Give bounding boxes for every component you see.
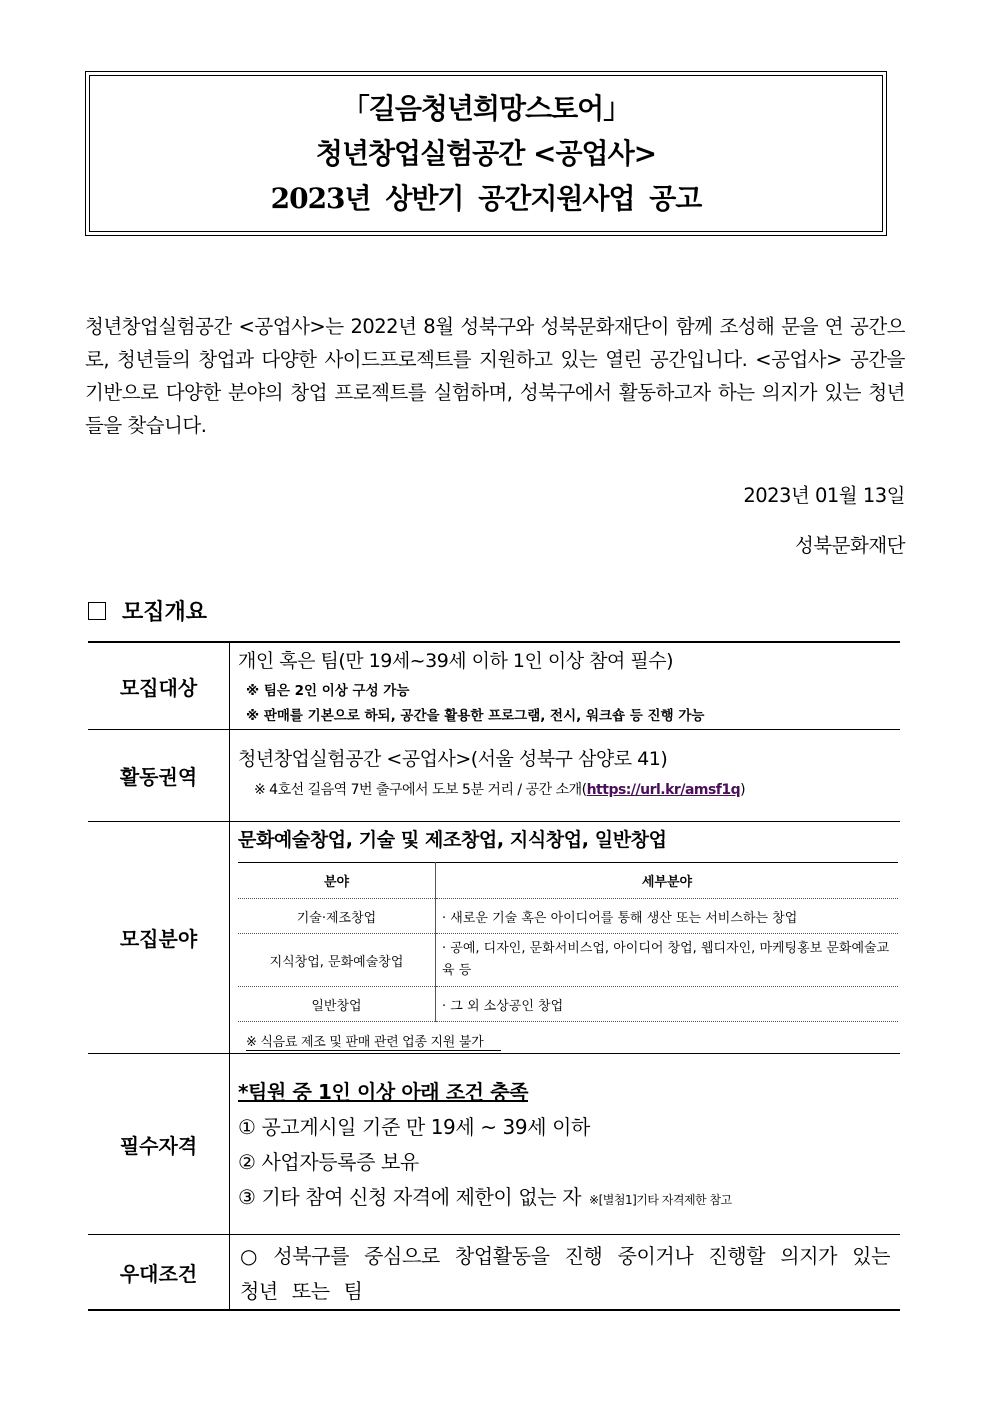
header-area: 활동권역	[88, 730, 230, 822]
subtable-header-row	[238, 863, 898, 899]
subtable-header-detail: 세부분야	[436, 863, 899, 899]
title-box	[85, 71, 887, 236]
subtable-category: 기술·제조창업	[238, 899, 436, 934]
section-heading-text: 모집개요	[122, 600, 208, 625]
area-note-end: )	[740, 782, 746, 798]
row-requirement	[88, 1054, 900, 1235]
title-inner-frame	[89, 75, 883, 232]
overview-table	[88, 641, 900, 1311]
row-preference	[88, 1235, 900, 1311]
requirement-item-1: ① 공고게시일 기준 만 19세 ~ 39세 이하	[238, 1115, 590, 1139]
cell-requirement	[230, 1054, 901, 1235]
subtable-detail: · 공예, 디자인, 문화서비스업, 아이디어 창업, 웹디자인, 마케팅홍보 문화예술교육 등	[436, 934, 899, 987]
requirement-item-3-ref: ※[별첨1]기타 자격제한 참고	[589, 1193, 732, 1207]
section-heading	[88, 595, 207, 626]
cell-area	[230, 730, 901, 822]
subtable-row	[238, 899, 898, 934]
space-intro-link[interactable]: https://url.kr/amsf1q	[586, 782, 741, 798]
cell-preference	[230, 1235, 901, 1311]
area-note	[254, 779, 900, 799]
field-footnote: ※ 식음료 제조 및 판매 관련 업종 지원 불가	[246, 1031, 501, 1051]
area-main: 청년창업실험공간 <공업사>(서울 성북구 삼양로 41)	[238, 748, 668, 770]
requirement-title: *팀원 중 1인 이상 아래 조건 충족	[238, 1080, 528, 1104]
title-line-2: 청년창업실험공간 <공업사>	[315, 137, 657, 170]
subtable-detail: · 그 외 소상공인 창업	[436, 987, 899, 1022]
title-line-1: 「길음청년희망스토어」	[341, 92, 631, 125]
header-requirement: 필수자격	[88, 1054, 230, 1235]
subtable-row	[238, 987, 898, 1022]
preference-text: ○ 성북구를 중심으로 창업활동을 진행 중이거나 진행할 의지가 있는 청년 또는 팀	[240, 1244, 890, 1303]
requirement-item-3-text: ③ 기타 참여 신청 자격에 제한이 없는 자	[238, 1185, 582, 1209]
title-line-3: 2023년 상반기 공간지원사업 공고	[270, 182, 702, 215]
header-field: 모집분야	[88, 822, 230, 1054]
subtable-detail: · 새로운 기술 혹은 아이디어를 통해 생산 또는 서비스하는 창업	[436, 899, 899, 934]
row-area	[88, 730, 900, 822]
target-main: 개인 혹은 팀(만 19세~39세 이하 1인 이상 참여 필수)	[238, 650, 674, 672]
target-note-2: ※ 판매를 기본으로 하되, 공간을 활용한 프로그램, 전시, 워크숍 등 진행 가능	[246, 708, 705, 724]
subtable-category: 지식창업, 문화예술창업	[238, 934, 436, 987]
area-note-text: ※ 4호선 길음역 7번 출구에서 도보 5분 거리 / 공간 소개(	[254, 782, 587, 798]
field-title: 문화예술창업, 기술 및 제조창업, 지식창업, 일반창업	[238, 829, 667, 851]
target-note-1: ※ 팀은 2인 이상 구성 가능	[246, 683, 410, 699]
field-subtable	[238, 862, 898, 1022]
cell-field	[230, 822, 901, 1054]
subtable-category: 일반창업	[238, 987, 436, 1022]
header-target: 모집대상	[88, 642, 230, 730]
requirement-item-2: ② 사업자등록증 보유	[238, 1150, 419, 1174]
requirement-item-3	[238, 1181, 900, 1210]
announcement-date: 2023년 01월 13일	[743, 484, 905, 507]
row-field	[88, 822, 900, 1054]
organization-name: 성북문화재단	[794, 534, 905, 557]
subtable-header-category: 분야	[238, 863, 436, 899]
cell-target	[230, 642, 901, 730]
subtable-row	[238, 934, 898, 987]
intro-paragraph: 청년창업실험공간 <공업사>는 2022년 8월 성북구와 성북문화재단이 함께 조성해 문을 연 공간으로, 청년들의 창업과 다양한 사이드프로젝트를 지원하고 있는 열린 공간입니다. <공업사> 공간을 기반으로 다양한 분야의 창업 프로젝트를 실험하며, 성북구에서 활동하고자 하는 의지가 있는 청년들을 찾습니다.	[85, 315, 905, 437]
square-bullet-icon	[88, 602, 106, 620]
header-preference: 우대조건	[88, 1235, 230, 1311]
row-target	[88, 642, 900, 730]
